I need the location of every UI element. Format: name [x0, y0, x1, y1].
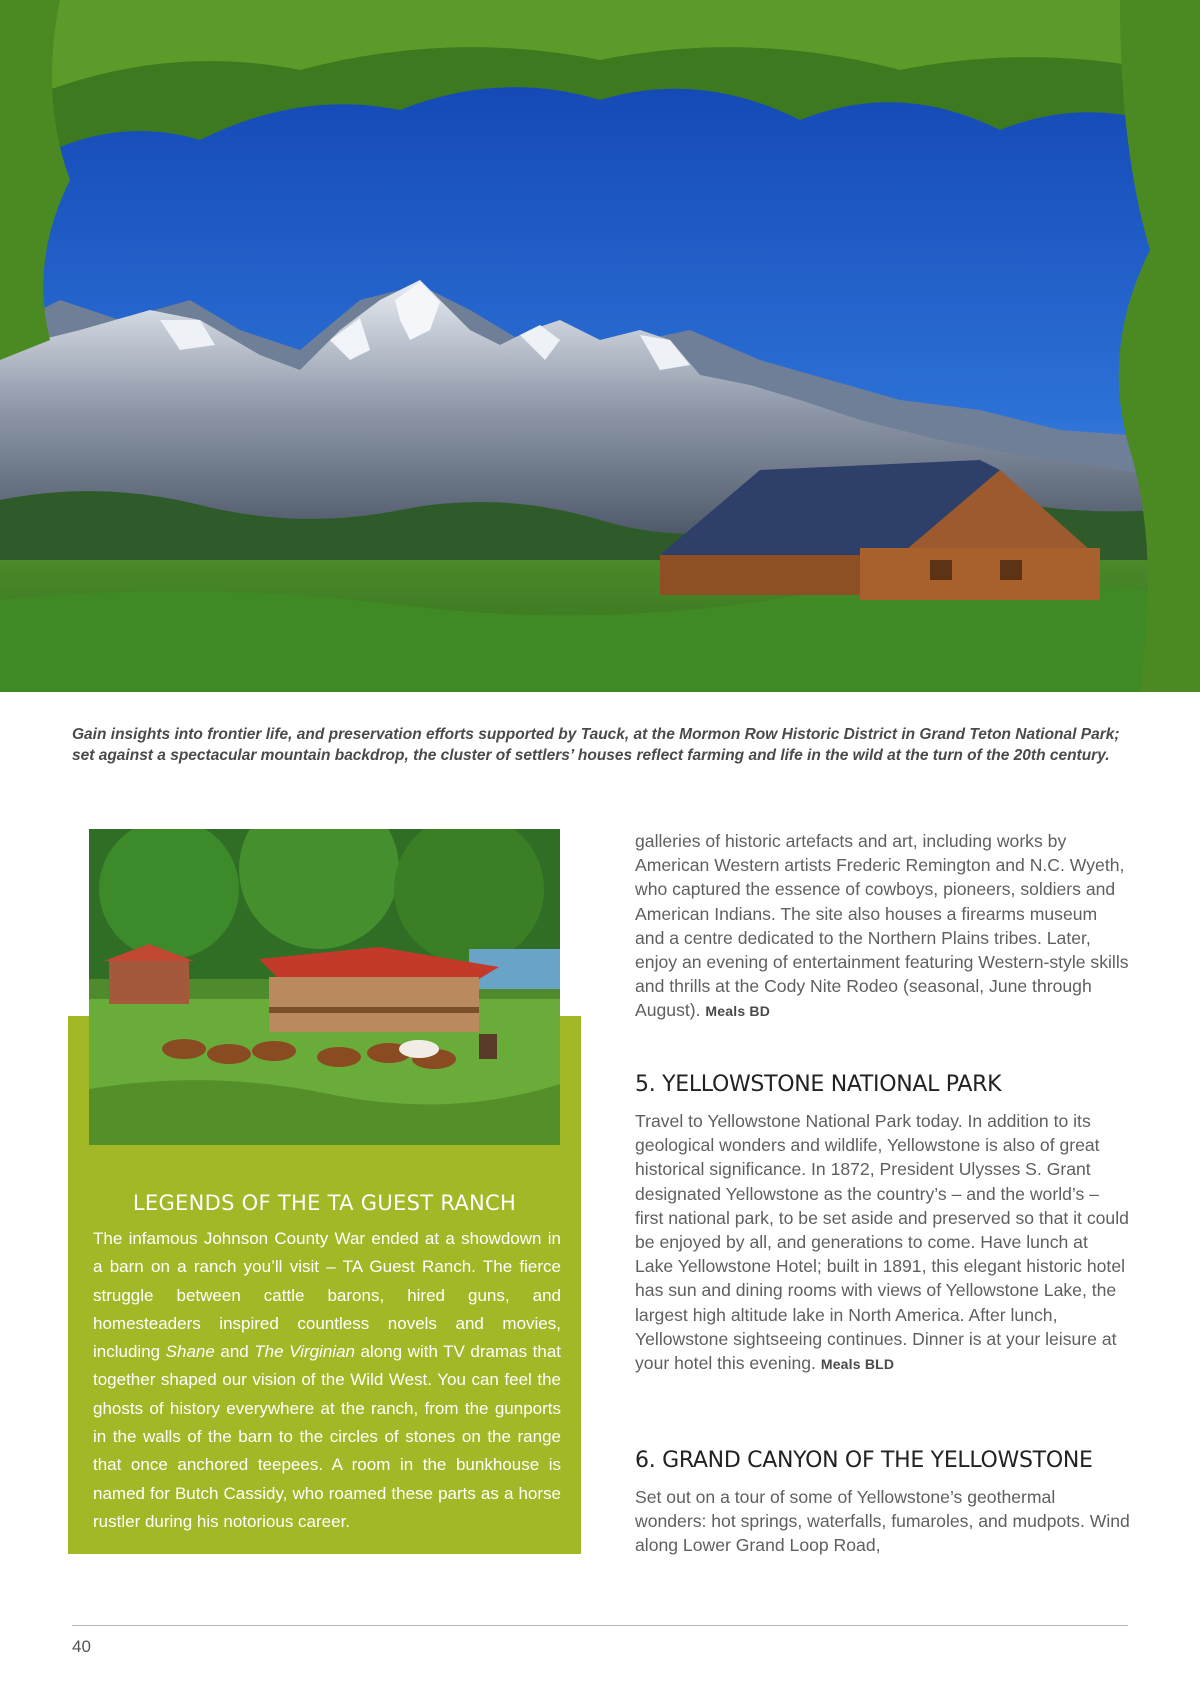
sidebar-italic-title-2: The Virginian: [254, 1342, 355, 1362]
day5-meals: Meals BLD: [820, 1356, 895, 1373]
sidebar-body-and: and: [214, 1342, 255, 1362]
page-number: 40: [72, 1637, 91, 1656]
ranch-photo: [89, 829, 560, 1145]
sidebar-body: [93, 1225, 561, 1536]
footer-divider: [72, 1625, 1128, 1626]
sidebar-body-text-2: along with TV dramas that together shaped our vision of the Wild West. You can feel the ghosts of history everywhere at the ranch, from the gunports in the walls of the barn to the circles of stones on the range that once anchored teepees. A room in the bunkhouse is named for Butch Cassidy, who roamed these parts as a horse rustler during his notorious career.: [93, 1342, 562, 1531]
day4-meals: Meals BD: [705, 1003, 771, 1020]
day5-text: Travel to Yellowstone National Park today. In addition to its geological wonders and wildlife, Yellowstone is also of great historical significance. In 1872, President Ulysses S. Grant designated Yellowstone as the country’s – and the world’s – first national park, to be set aside and preserved so that it could be enjoyed by all, and generations to come. Have lunch at Lake Yellowstone Hotel; built in 1891, this elegant historic hotel has sun and dining rooms with views of Yellowstone Lake, the largest high altitude lake in North America. After lunch, Yellowstone sightseeing continues. Dinner is at your leisure at your hotel this evening.: [635, 1111, 1129, 1374]
sidebar-title: LEGENDS OF THE TA GUEST RANCH: [132, 1191, 517, 1215]
day5-heading: 5. YELLOWSTONE NATIONAL PARK: [635, 1072, 1002, 1097]
hero-caption: Gain insights into frontier life, and preservation efforts supported by Tauck, at the Mormon Row Historic District in Grand Teton National Park; set against a spectacular mountain backdrop, the cluster of settlers’ houses reflect farming and life in the wild at the turn of the 20th century.: [72, 725, 1120, 764]
sidebar-italic-title-1: Shane: [165, 1342, 215, 1362]
day6-paragraph: Set out on a tour of some of Yellowstone’s geothermal wonders: hot springs, waterfalls, fumaroles, and mudpots. Wind along Lower Grand Loop Road,: [635, 1487, 1130, 1556]
day5-paragraph: [635, 1109, 1130, 1376]
day6-heading: 6. GRAND CANYON OF THE YELLOWSTONE: [635, 1448, 1093, 1473]
hero-photo: [0, 0, 1200, 692]
day4-continued-paragraph: [635, 829, 1130, 1024]
sidebar-body-text-1: The infamous Johnson County War ended at a showdown in a barn on a ranch you’ll visit – TA Guest Ranch. The fierce struggle between cattle barons, hired guns, and homesteaders inspired countless novels and movies, including: [93, 1229, 561, 1362]
mountain-barn-image: [0, 0, 1200, 692]
day4-text: galleries of historic artefacts and art, including works by American Western artists Frederic Remington and N.C. Wyeth, who captured the essence of cowboys, pioneers, soldiers and American Indians. The site also houses a firearms museum and a centre dedicated to the Northern Plains tribes. Later, enjoy an evening of entertainment featuring Western-style skills and thrills at the Cody Nite Rodeo (seasonal, June through August).: [635, 831, 1129, 1021]
ranch-horses-image: [89, 829, 560, 1145]
